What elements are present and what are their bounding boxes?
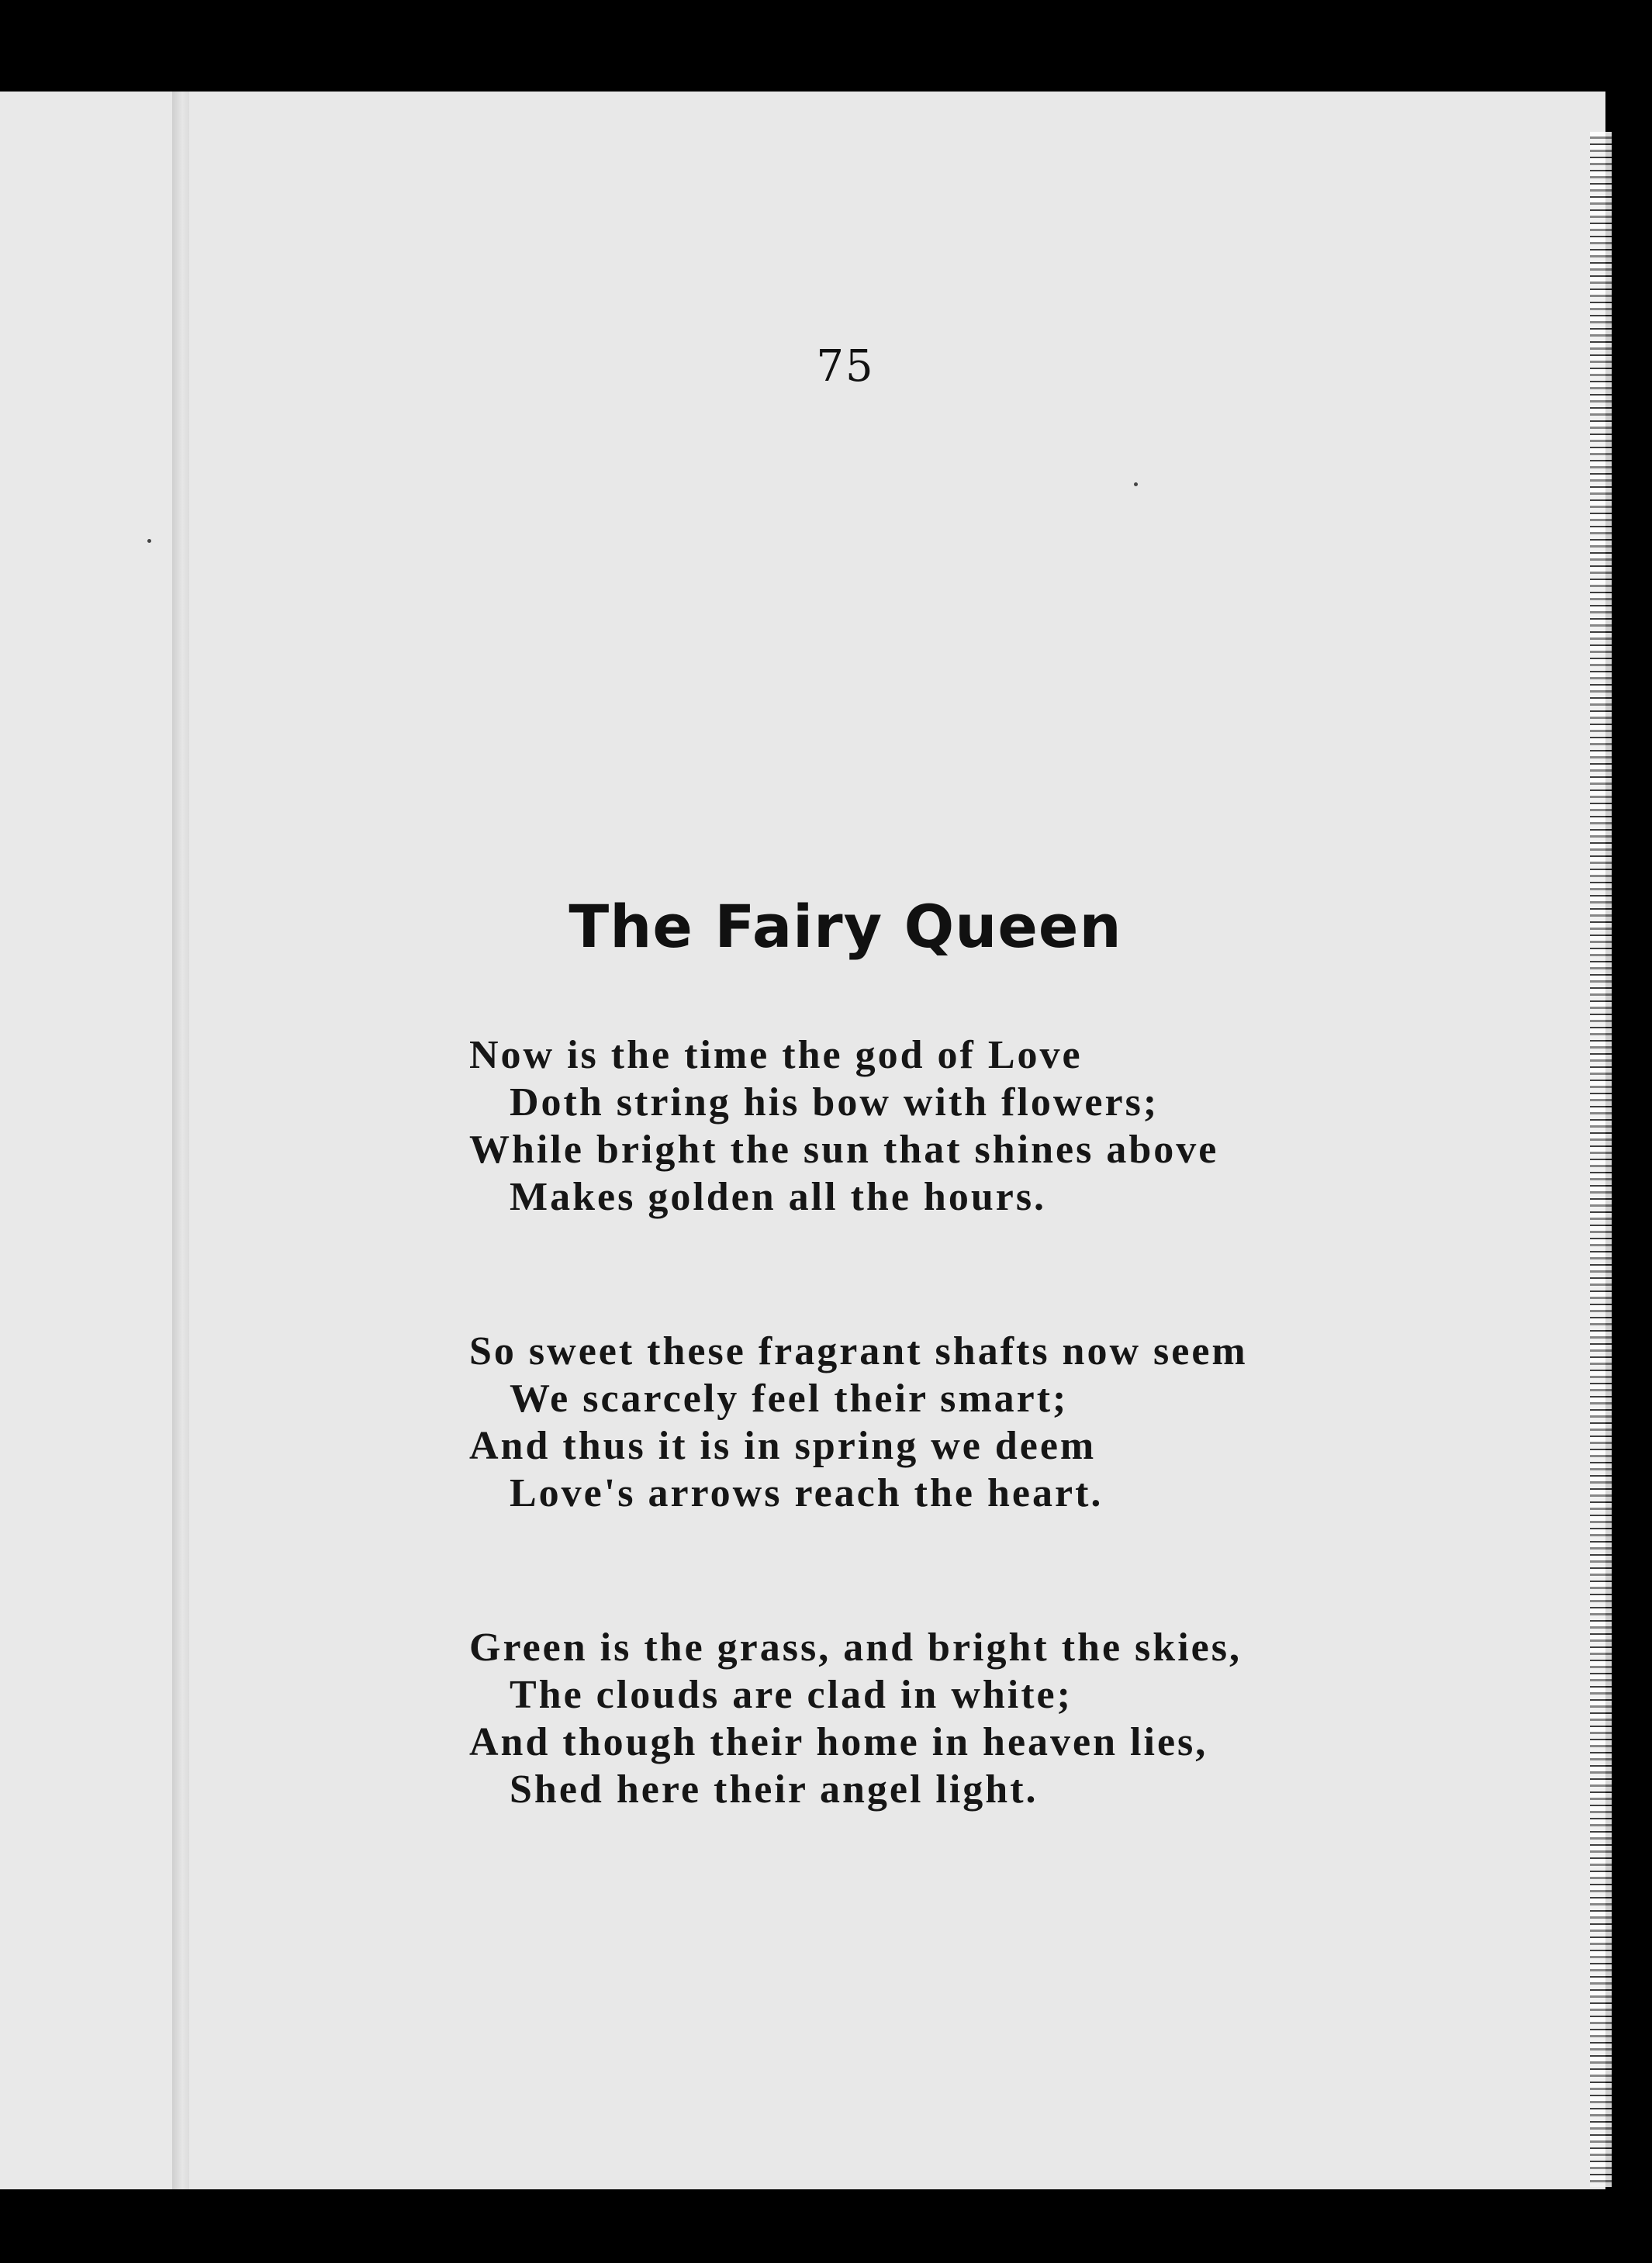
poem-body <box>469 1031 1248 1920</box>
poem-line: Now is the time the god of Love <box>469 1033 1083 1077</box>
poem-line: We scarcely feel their smart; <box>510 1377 1069 1421</box>
poem-line: Shed here their angel light. <box>510 1767 1039 1812</box>
poem-line: So sweet these fragrant shafts now seem <box>469 1329 1248 1373</box>
paper-speck <box>1134 482 1138 486</box>
stanza-1 <box>469 1031 1245 1221</box>
poem-line: The clouds are clad in white; <box>510 1673 1073 1717</box>
poem-line: Love's arrows reach the heart. <box>510 1471 1104 1515</box>
page-number: 75 <box>816 341 875 392</box>
poem-line: And thus it is in spring we deem <box>469 1424 1097 1468</box>
stanza-2 <box>469 1328 1248 1517</box>
poem-line: Doth string his bow with flowers; <box>510 1080 1160 1125</box>
stanza-3 <box>469 1624 1245 1813</box>
paper-speck <box>147 539 151 543</box>
poem-line: And though their home in heaven lies, <box>469 1720 1208 1764</box>
poem-title: The Fairy Queen <box>569 892 1122 961</box>
poem-line: Makes golden all the hours. <box>510 1175 1047 1219</box>
bottom-edge <box>0 2189 1652 2263</box>
page-edge <box>1590 132 1612 2187</box>
poem-line: While bright the sun that shines above <box>469 1128 1219 1172</box>
left-page <box>0 92 185 2189</box>
book-gutter <box>172 92 189 2189</box>
poem-line: Green is the grass, and bright the skies, <box>469 1626 1242 1670</box>
